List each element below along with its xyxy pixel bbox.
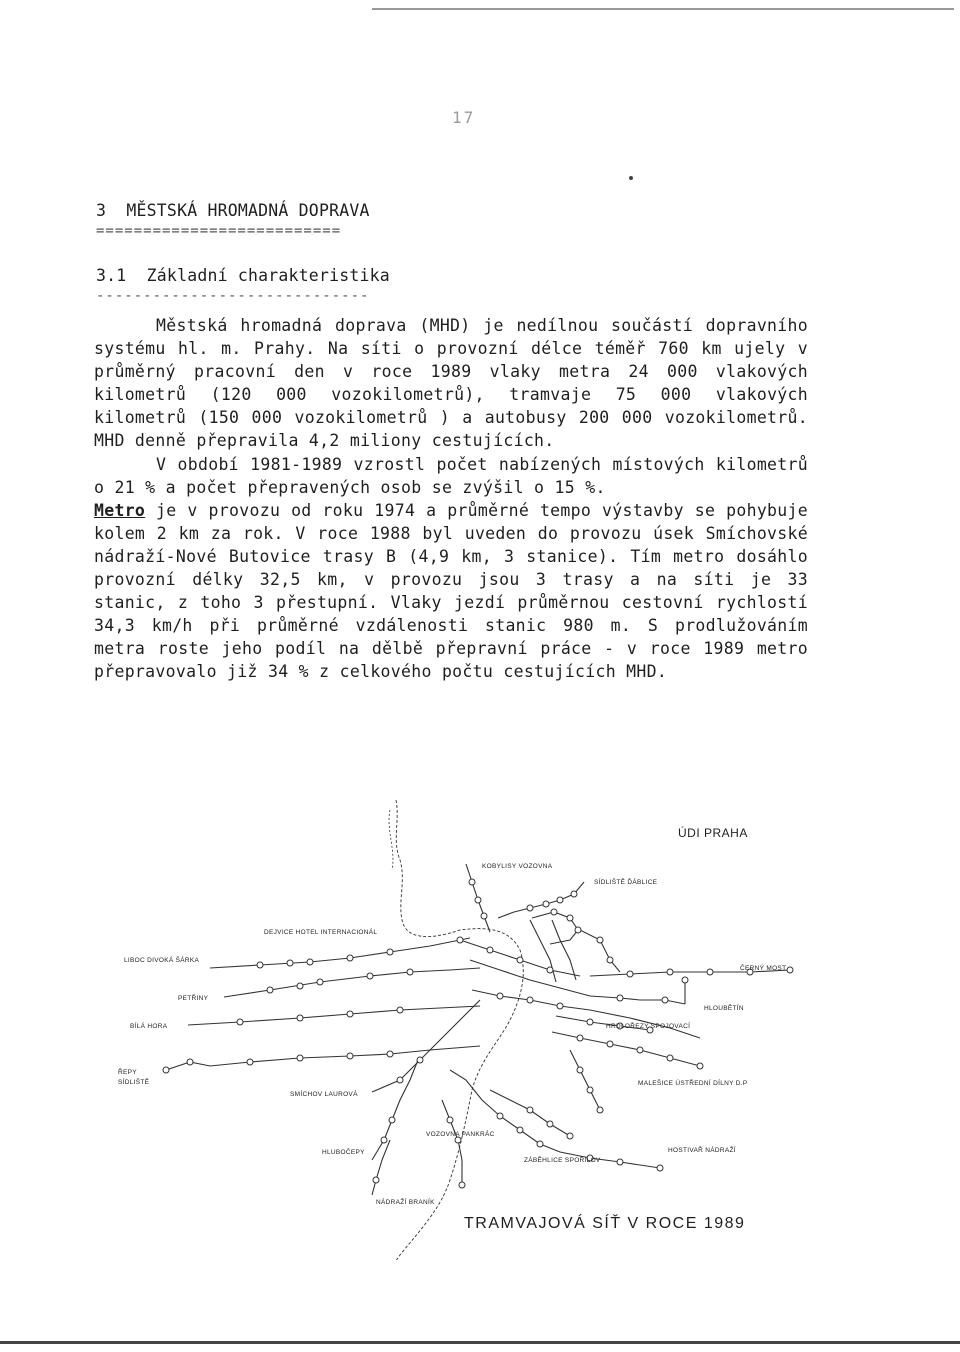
label-repy-sidliste: SÍDLIŠTĚ [118, 1079, 150, 1086]
label-bila-hora: BÍLÁ HORA [130, 1023, 168, 1030]
subsection-heading: 3.1 Základní charakteristika [96, 266, 390, 285]
paragraph-mhd [94, 314, 808, 453]
label-sidliste-dablice: SÍDLIŠTĚ ĎÁBLICE [594, 879, 658, 886]
metro-lead: Metro [94, 500, 146, 520]
page-number: 17 [452, 108, 476, 127]
label-repy: ŘEPY [118, 1069, 137, 1076]
label-dejvice: DEJVICE HOTEL INTERNACIONÁL [264, 929, 378, 936]
line-hlubocepy [372, 1060, 418, 1160]
line-repy [166, 1046, 480, 1070]
label-nadrazi-branik: NÁDRAŽÍ BRANÍK [376, 1199, 435, 1206]
paragraph-metro-text: je v provozu od roku 1974 a průměrné tempo výstavby se pohybuje kolem 2 km za rok. V roce 1988 byl uveden do provozu úsek Smíchovské nádraží-Nové Butovice trasy B (4,9 km, 3 stanice). Tím metro dosáhlo provozní délky 32,5 km, v provozu jsou 3 trasy a na síti je 33 stanic, z toho 3 přestupní. Vlaky jezdí průměrnou cestovní rychlostí 34,3 km/h při průměrné vzdálenosti stanic 980 m. S prodlužováním metra roste jeho podíl na dělbě přepravní práce - v roce 1989 metro přepravovalo již 34 % z celkového počtu cestujících MHD. [94, 500, 808, 682]
label-petriny: PETŘINY [178, 995, 209, 1002]
scan-speck [629, 176, 633, 180]
scan-top-rule [372, 8, 954, 10]
line-hloubetin [590, 996, 685, 1004]
paragraph-period: V období 1981-1989 vzrostl počet nabízených místových kilometrů o 21 % a počet přepravených osob se zvýšil o 15 %. [94, 454, 808, 497]
line-bila-hora [188, 1006, 480, 1025]
scan-bottom-rule [0, 1341, 960, 1344]
paragraph-mhd-text: Městská hromadná doprava (MHD) je nedílnou součástí dopravního systému hl. m. Prahy. Na síti o provozní délce téměř 760 km ujely v průměrný pracovní den v roce 1989 vlaky metra 24 000 vlakových kilometrů (120 000 vozokilometrů), tramvaje 75 000 vlakových kilometrů (150 000 vozokilometrů ) a autobusy 200 000 vozokilometrů. MHD denně přepravila 4,2 miliony cestujících. [94, 316, 808, 451]
label-zabehlice: ZÁBĚHLICE SPOŘILOV [524, 1157, 601, 1164]
label-hrdlorezy: HRDLOŘEZY SPOJOVACÍ [606, 1023, 691, 1030]
map-caption: TRAMVAJOVÁ SÍŤ V ROCE 1989 [464, 1215, 746, 1232]
line-branik [372, 1140, 390, 1195]
subsection-heading-underline: ----------------------------- [96, 288, 370, 304]
line-dablice [498, 882, 584, 918]
label-hostivar: HOSTIVAŘ NÁDRAŽÍ [668, 1147, 736, 1154]
line-liboc [210, 938, 470, 968]
line-pankrac [450, 1070, 660, 1168]
section-heading: 3 MĚSTSKÁ HROMADNÁ DOPRAVA [96, 201, 370, 220]
label-vozovna-pankrac: VOZOVNA PANKRÁC [426, 1131, 495, 1138]
section-heading-underline: ========================== [96, 223, 342, 239]
tram-network-map [100, 800, 820, 1260]
label-hlubocepy: HLUBOČEPY [322, 1149, 365, 1156]
map-source: ÚDI PRAHA [678, 826, 748, 840]
line-petriny [224, 968, 480, 997]
label-liboc: LIBOC DIVOKÁ ŠÁRKA [124, 957, 200, 964]
label-kobylisy: KOBYLISY VOZOVNA [482, 863, 553, 870]
label-smichov: SMÍCHOV LAUROVÁ [290, 1091, 358, 1098]
line-malesice [552, 1032, 700, 1066]
label-malesice: MALEŠICE ÚSTŘEDNÍ DÍLNY D.P [638, 1080, 748, 1087]
body-text [94, 314, 808, 684]
label-cerny-most: ČERNÝ MOST [740, 965, 787, 972]
paragraph-metro [94, 499, 808, 684]
label-hloubetin: HLOUBĚTÍN [704, 1005, 744, 1012]
